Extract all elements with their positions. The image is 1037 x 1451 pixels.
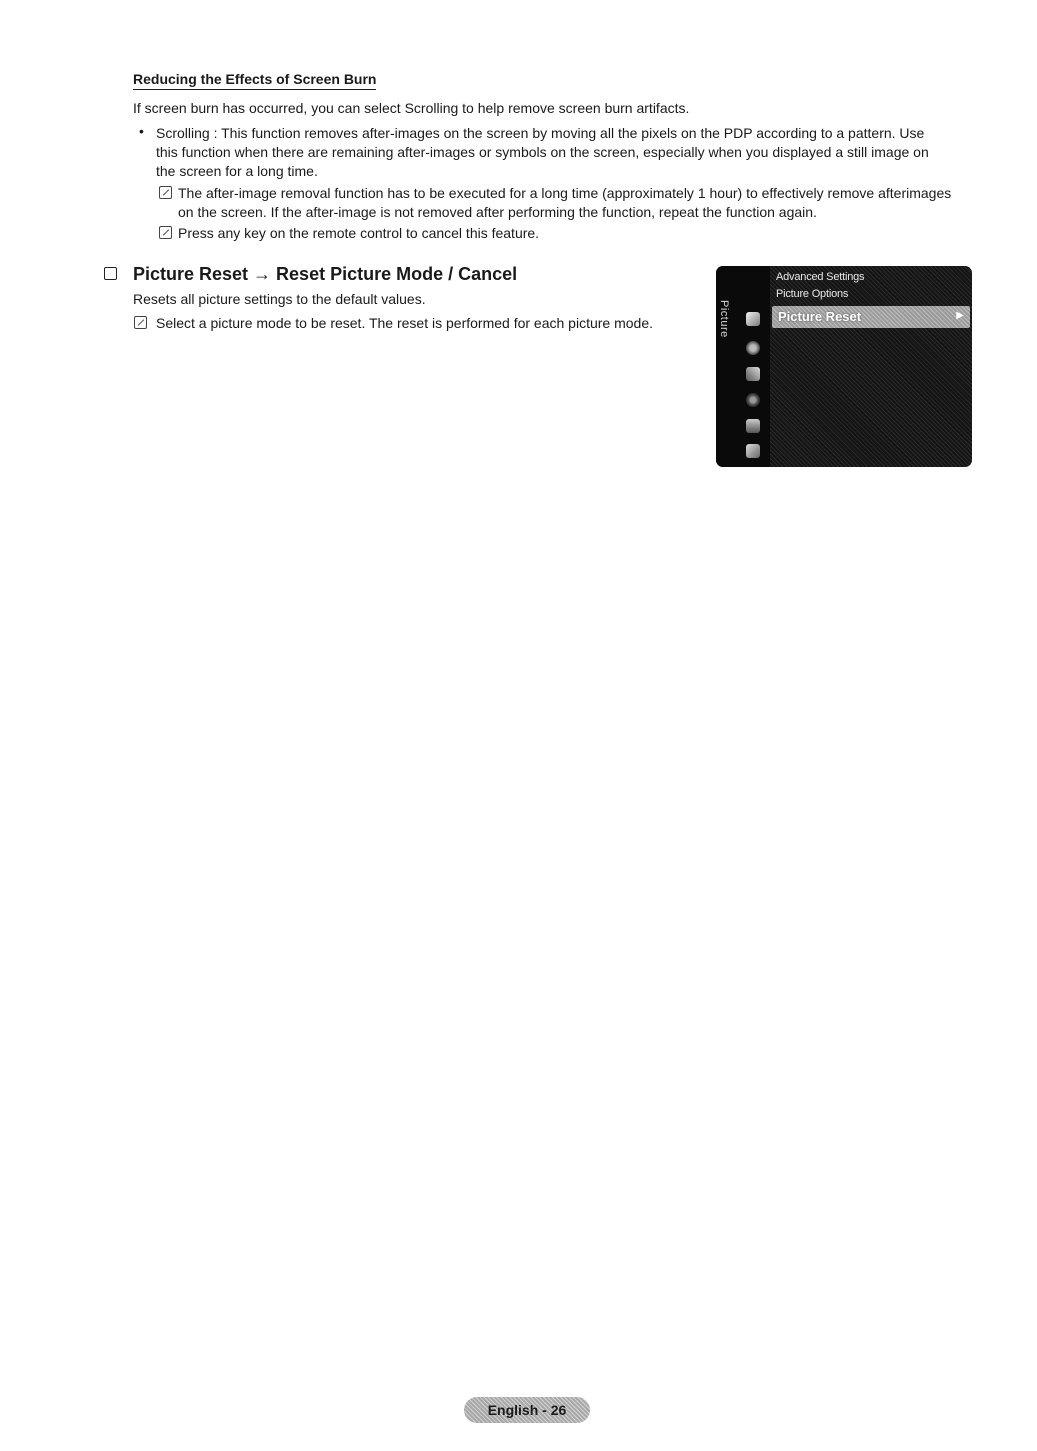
note-1-line-1: The after-image removal function has to be executed for a long time (approximately 1 hour) to effectively remove afterimages <box>178 185 952 201</box>
bullet-line-3: the screen for a long time. <box>156 163 318 179</box>
tv-menu-sidebar <box>716 266 770 467</box>
picture-icon[interactable] <box>746 312 760 326</box>
page-number-badge: English - 26 <box>464 1397 590 1423</box>
tv-menu-screenshot <box>716 266 972 467</box>
tv-menu-selected-label: Picture Reset <box>778 309 862 324</box>
tv-menu-item-picture-options[interactable]: Picture Options <box>776 288 849 300</box>
intro-text: If screen burn has occurred, you can select Scrolling to help remove screen burn artifacts. <box>133 100 690 116</box>
note-icon <box>159 186 172 199</box>
picture-reset-note: Select a picture mode to be reset. The reset is performed for each picture mode. <box>156 315 653 331</box>
note-1-line-2: on the screen. If the after-image is not removed after performing the function, repeat the function again. <box>178 204 817 220</box>
tv-menu-item-advanced-settings[interactable]: Advanced Settings <box>776 271 865 283</box>
picture-reset-heading: Picture Reset → Reset Picture Mode / Cancel <box>133 264 518 284</box>
setup-icon[interactable] <box>746 393 760 407</box>
input-icon[interactable] <box>746 419 760 433</box>
note-2-text: Press any key on the remote control to cancel this feature. <box>178 225 540 241</box>
bullet-dot: • <box>139 123 144 139</box>
channel-icon[interactable] <box>746 367 760 381</box>
note-icon <box>159 226 172 239</box>
bullet-line-2: this function when there are remaining after-images or symbols on the screen, especially when you displayed a still image on <box>156 144 929 160</box>
chevron-right-icon: ▶ <box>956 310 964 321</box>
section-heading: Reducing the Effects of Screen Burn <box>133 71 376 90</box>
note-icon <box>134 316 147 329</box>
tv-menu-item-picture-reset[interactable] <box>772 306 970 328</box>
application-icon[interactable] <box>746 444 760 458</box>
picture-reset-description: Resets all picture settings to the default values. <box>133 291 426 307</box>
sound-icon[interactable] <box>746 341 760 355</box>
section-checkbox-icon <box>104 267 117 280</box>
bullet-line-1: Scrolling : This function removes after-images on the screen by moving all the pixels on the PDP according to a pattern. Use <box>156 125 925 141</box>
tv-menu-category-label: Picture <box>718 300 730 338</box>
